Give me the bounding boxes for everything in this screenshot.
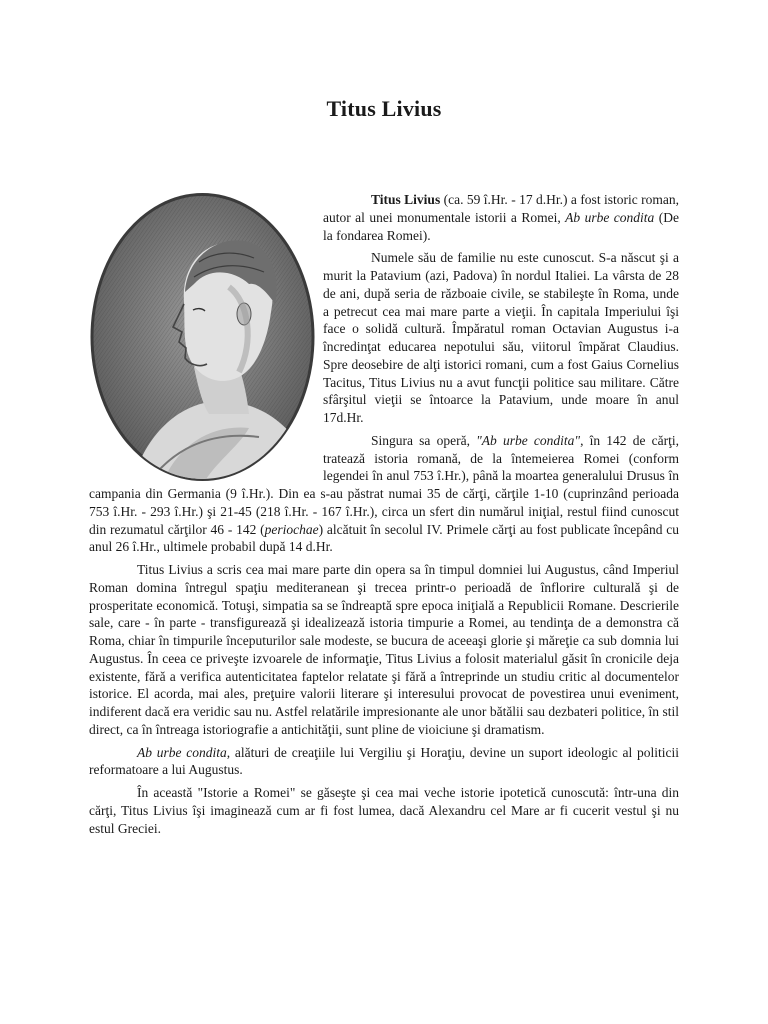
text-run: (ca. 59 î.Hr. - 17 d.Hr.) a fost istoric roman, autor al unei monumentale istorii a Romei, <box>323 192 679 225</box>
text-run: , alături de creaţiile lui Vergiliu şi Horaţiu, devine un suport ideologic al politicii reformatoare a lui Augustus. <box>89 744 679 778</box>
text-run: , în 142 de cărţi, tratează istoria romană, de la întemeierea Romei (conform legendei în anul 753 î.Hr.), până la moartea generalului Drusus în campania din Germania (9 î.Hr.). Din ea s-au păstrat numai 35 de cărţi, cărţile 1-10 (cuprinzând perioada 753 î.Hr. - 293 î.Hr.) şi 21-45 (218 î.Hr. - 167 î.Hr.), circa un sfert din numărul iniţial, restul fiind cunoscut din rezumatul cărţilor 46 - 142 ( <box>89 432 679 537</box>
text-run: (De la fondarea Romei). <box>323 209 679 243</box>
italic-run: periochae <box>264 521 319 537</box>
text-run: Titus Livius a scris cea mai mare parte din opera sa în timpul domniei lui Augustus, când Imperiul Roman domina întregul spaţiu mediteranean şi trecea printr-o perioadă de înflorire culturală şi de prosperitate economică. Totuşi, simpatia sa se îndreaptă spre epoca iniţială a Republicii Romane. Descrierile sale, care - în parte - transfigurează şi idealizează istoria timpurie a Romei, au tendinţa de a demonstra că Roma, chiar în timpurile începuturilor sale modeste, se bucura de aceeaşi glorie şi măreţie ca sub domnia lui Augustus. În ceea ce priveşte izvoarele de informaţie, Titus Livius a folosit materialul găsit în cronicile deja existente, fără a verifica autenticitatea faptelor relatate şi fără a întreprinde un studiu critic al documentelor istorice. El acorda, mai ales, preţuire valorii literare şi interesului provocat de povestirea unui eveniment, indiferent dacă era veridic sau nu. Astfel relatările impresionante ale unor bătălii sau dezbateri politice, în stil direct, ca în întreaga istoriografie a antichităţii, sunt pline de vioiciune şi dramatism. <box>89 562 679 737</box>
text-run: Singura sa operă, <box>371 432 477 448</box>
paragraph-style <box>89 561 679 739</box>
text-run: În această "Istorie a Romei" se găseşte şi cea mai veche istorie ipotetică cunoscută: într-una din cărţi, Titus Livius îşi imaginează cum ar fi fost lumea, dacă Alexandru cel Mare ar fi cucerit vestul şi nu estul Greciei. <box>89 785 679 836</box>
article-body <box>89 191 679 842</box>
document-title: Titus Livius <box>326 96 442 121</box>
italic-run: Ab urbe condita <box>137 744 227 760</box>
bold-run: Titus Livius <box>371 192 441 207</box>
italic-run: Ab urbe condita <box>565 209 655 225</box>
text-run: Numele său de familie nu este cunoscut. S-a născut şi a murit la Patavium (azi, Padova) în nordul Italiei. La vârsta de 28 de ani, după seria de războaie civile, se stabileşte în Roma, unde a petrecut cea mai mare parte a vieţii. În capitala Imperiului îşi face o solidă cultură. Împăratul roman Octavian Augustus i-a încredinţat educarea nepotului său, viitorul împărat Claudius. Spre deosebire de alţi istorici romani, cum a fost Gaius Cornelius Tacitus, Titus Livius nu a avut funcţii politice sau militare. Către sfârşitul vieţii se întoarce la Patavium, unde moare în anul 17d.Hr. <box>323 250 679 425</box>
paragraph-ideology <box>89 744 679 780</box>
portrait-wrap-space <box>89 191 323 477</box>
paragraph-hypothetical <box>89 784 679 837</box>
text-run: ) alcătuit în secolul IV. Primele cărţi au fost publicate începând cu anul 26 î.Hr., ultimele probabil după 14 d.Hr. <box>89 521 679 555</box>
italic-run: "Ab urbe condita" <box>476 432 581 448</box>
